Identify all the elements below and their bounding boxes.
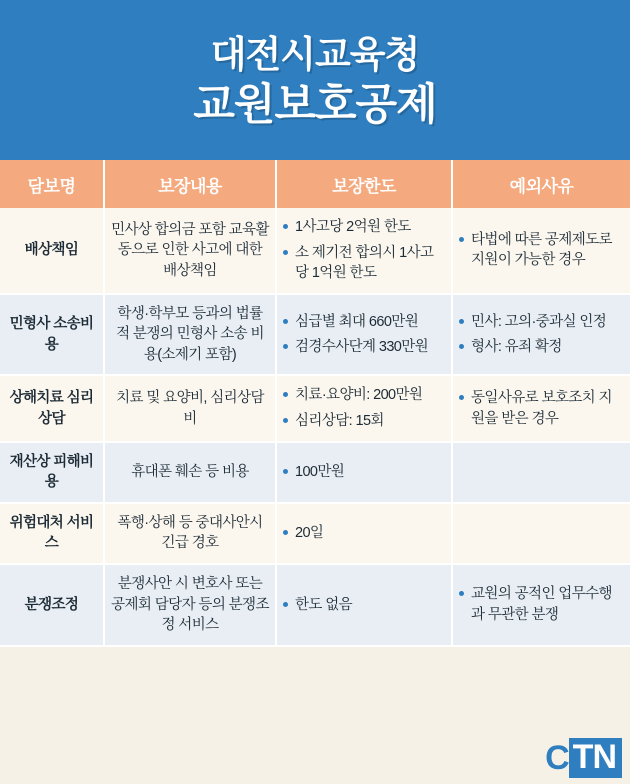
cell-coverage-description: 휴대폰 훼손 등 비용 (104, 442, 276, 503)
bullet-item: 타법에 따른 공제제도로 지원이 가능한 경우 (459, 230, 624, 271)
cell-exception-reason (452, 375, 630, 441)
cell-coverage-limit (276, 294, 452, 376)
cell-exception-reason (452, 208, 630, 294)
cell-coverage-limit (276, 375, 452, 441)
column-header-name: 담보명 (0, 160, 104, 208)
table-row (0, 208, 630, 294)
bullet-list (283, 523, 445, 544)
bullet-item: 100만원 (283, 462, 445, 483)
cell-coverage-description: 분쟁사안 시 변호사 또는 공제회 담당자 등의 분쟁조정 서비스 (104, 564, 276, 646)
bullet-item: 1사고당 2억원 한도 (283, 217, 445, 238)
bullet-item: 소 제기전 합의시 1사고당 1억원 한도 (283, 243, 445, 284)
cell-coverage-limit (276, 208, 452, 294)
table-row (0, 294, 630, 376)
cell-coverage-description: 치료 및 요양비, 심리상담비 (104, 375, 276, 441)
cell-exception-reason (452, 442, 630, 503)
header-title-line1: 대전시교육청 (210, 34, 420, 75)
bullet-item: 형사: 유죄 확정 (459, 337, 624, 358)
bullet-list (459, 388, 624, 429)
bullet-list (283, 462, 445, 483)
logo-letters-tn: TN (569, 738, 622, 778)
cell-coverage-limit (276, 564, 452, 646)
cell-coverage-description: 폭행·상해 등 중대사안시 긴급 경호 (104, 503, 276, 564)
bullet-list (283, 595, 445, 616)
bullet-item: 민사: 고의·중과실 인정 (459, 312, 624, 333)
cell-exception-reason (452, 503, 630, 564)
cell-coverage-name: 상해치료 심리상담 (0, 375, 104, 441)
cell-coverage-name: 배상책임 (0, 208, 104, 294)
bullet-item: 교원의 공적인 업무수행과 무관한 분쟁 (459, 584, 624, 625)
cell-coverage-name: 분쟁조정 (0, 564, 104, 646)
bullet-list (459, 230, 624, 271)
table-header-row (0, 160, 630, 208)
bullet-item: 검경수사단계 330만원 (283, 337, 445, 358)
bullet-item: 치료·요양비: 200만원 (283, 385, 445, 406)
cell-coverage-name: 민형사 소송비용 (0, 294, 104, 376)
coverage-table (0, 160, 630, 647)
bullet-item: 한도 없음 (283, 595, 445, 616)
ctn-logo (545, 738, 622, 778)
table-row (0, 503, 630, 564)
table-row (0, 442, 630, 503)
bullet-list (459, 584, 624, 625)
table-body (0, 208, 630, 646)
bullet-item: 동일사유로 보호조치 지원을 받은 경우 (459, 388, 624, 429)
logo-letter-c: C (545, 739, 569, 777)
column-header-exception: 예외사유 (452, 160, 630, 208)
cell-coverage-description: 민사상 합의금 포함 교육활동으로 인한 사고에 대한 배상책임 (104, 208, 276, 294)
bullet-list (283, 217, 445, 284)
bullet-item: 심급별 최대 660만원 (283, 312, 445, 333)
cell-coverage-limit (276, 503, 452, 564)
cell-exception-reason (452, 294, 630, 376)
cell-coverage-name: 재산상 피해비용 (0, 442, 104, 503)
cell-coverage-limit (276, 442, 452, 503)
bullet-list (459, 312, 624, 358)
bullet-list (283, 385, 445, 431)
column-header-limit: 보장한도 (276, 160, 452, 208)
table-row (0, 564, 630, 646)
bullet-item: 20일 (283, 523, 445, 544)
header-title-line2: 교원보호공제 (193, 80, 437, 129)
cell-coverage-name: 위험대처 서비스 (0, 503, 104, 564)
bullet-list (283, 312, 445, 358)
table-row (0, 375, 630, 441)
column-header-coverage: 보장내용 (104, 160, 276, 208)
cell-coverage-description: 학생·학부모 등과의 법률적 분쟁의 민형사 소송 비용(소제기 포함) (104, 294, 276, 376)
bullet-item: 심리상담: 15회 (283, 411, 445, 432)
cell-exception-reason (452, 564, 630, 646)
header-banner (0, 0, 630, 160)
